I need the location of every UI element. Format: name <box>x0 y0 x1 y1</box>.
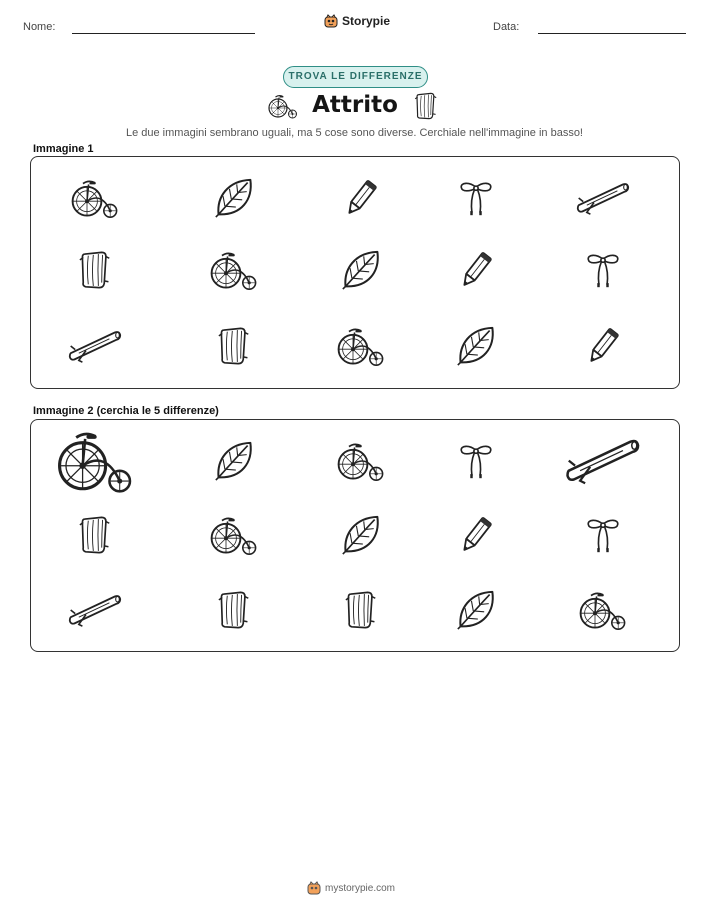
name-field[interactable] <box>72 33 255 34</box>
brand-name: Storypie <box>342 14 391 28</box>
leaf-icon[interactable] <box>341 513 381 557</box>
wood-icon[interactable] <box>344 589 378 631</box>
bicycle-icon[interactable] <box>57 427 134 494</box>
stick-icon <box>68 327 122 365</box>
name-label: Nome: <box>23 21 56 33</box>
stick-icon[interactable] <box>68 591 122 629</box>
wood-icon <box>78 249 112 291</box>
date-field[interactable] <box>538 33 686 34</box>
bow-icon[interactable] <box>585 513 621 557</box>
page-title: Attrito <box>312 92 398 118</box>
bicycle-icon <box>337 325 385 367</box>
bicycle-icon[interactable] <box>337 440 385 482</box>
wood-icon <box>217 325 251 367</box>
leaf-icon[interactable] <box>456 588 496 632</box>
title-bicycle-icon <box>268 93 298 119</box>
bicycle-icon <box>71 177 119 219</box>
leaf-icon[interactable] <box>214 439 254 483</box>
wood-icon[interactable] <box>217 589 251 631</box>
puzzle-type-badge: TROVA LE DIFFERENZE <box>283 66 428 88</box>
storypie-logo-icon <box>324 14 338 28</box>
bow-icon[interactable] <box>458 439 494 483</box>
brand-logo <box>324 14 390 28</box>
storypie-footer-logo-icon <box>307 881 321 895</box>
bow-icon <box>585 248 621 292</box>
image1-label: Immagine 1 <box>33 143 94 155</box>
title-wood-icon <box>414 91 438 121</box>
date-label: Data: <box>493 21 520 33</box>
pencil-icon[interactable] <box>458 513 494 557</box>
instructions: Le due immagini sembrano uguali, ma 5 cose sono diverse. Cerchiale nell'immagine in basso! <box>125 127 583 139</box>
bicycle-icon[interactable] <box>210 514 258 556</box>
pencil-icon <box>585 324 621 368</box>
pencil-icon <box>458 248 494 292</box>
pencil-icon <box>343 176 379 220</box>
footer <box>307 881 395 895</box>
bicycle-icon[interactable] <box>579 589 627 631</box>
footer-url: mystorypie.com <box>325 882 396 894</box>
stick-icon[interactable] <box>565 434 641 487</box>
bicycle-icon <box>210 249 258 291</box>
wood-icon[interactable] <box>78 514 112 556</box>
leaf-icon <box>341 248 381 292</box>
bow-icon <box>458 176 494 220</box>
stick-icon <box>576 179 630 217</box>
image2-label: Immagine 2 (cerchia le 5 differenze) <box>33 405 219 417</box>
leaf-icon <box>214 176 254 220</box>
leaf-icon <box>456 324 496 368</box>
